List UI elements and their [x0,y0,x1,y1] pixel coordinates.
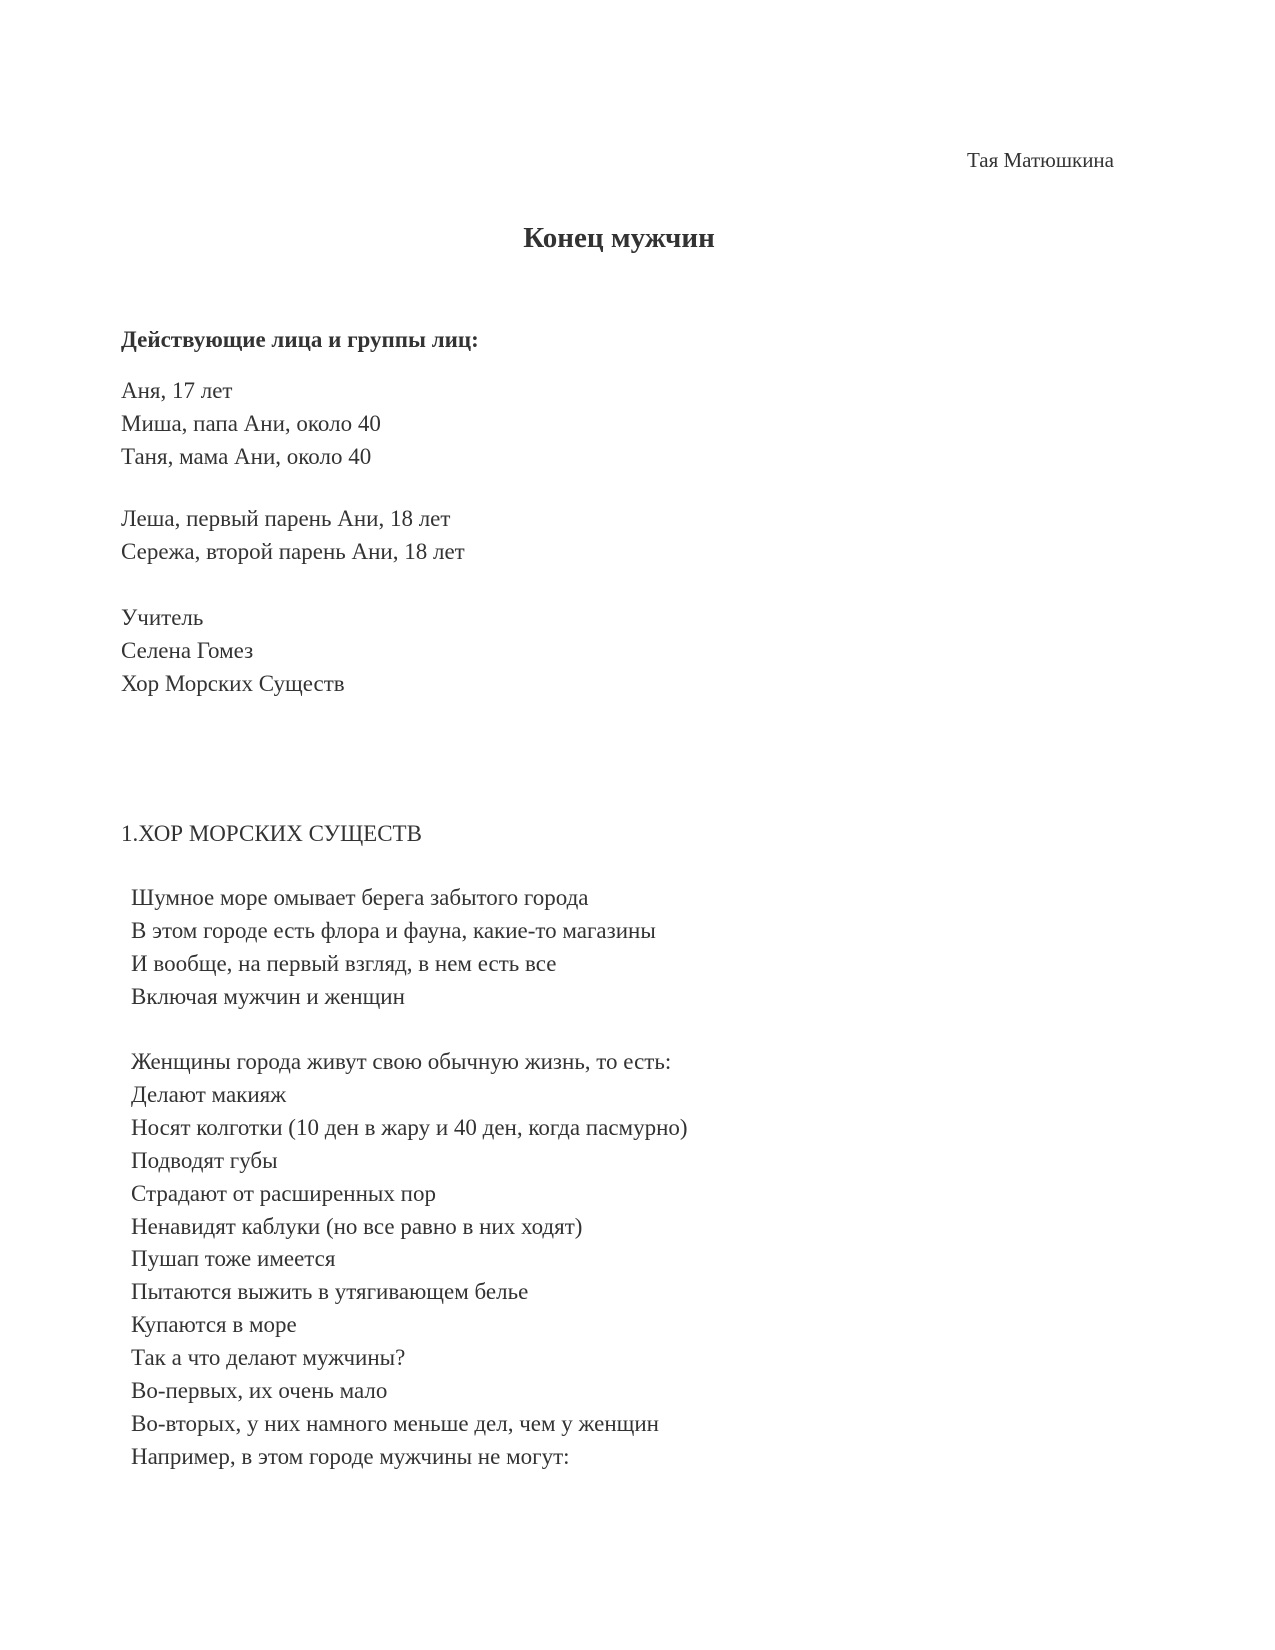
verse-line: Купаются в море [131,1312,297,1338]
cast-member: Хор Морских Существ [121,671,345,696]
verse-line: Пушап тоже имеется [131,1246,336,1272]
verse-line: Ненавидят каблуки (но все равно в них ходят) [131,1213,583,1239]
cast-member: Таня, мама Ани, около 40 [121,444,372,469]
verse-line: Делают макияж [131,1081,287,1107]
cast-member: Миша, папа Ани, около 40 [121,411,381,436]
cast-member: Селена Гомез [121,638,254,663]
cast-group-boyfriends [121,502,465,568]
verse-line: Носят колготки (10 ден в жару и 40 ден, когда пасмурно) [131,1114,688,1140]
verse-line: Пытаются выжить в утягивающем белье [131,1279,529,1305]
verse-line: Подводят губы [131,1147,278,1173]
verse-line: Страдают от расширенных пор [131,1180,436,1206]
verse-line: Шумное море омывает берега забытого города [131,885,589,910]
verse-line: Так а что делают мужчины? [131,1345,406,1371]
verse-line: Во-первых, их очень мало [131,1378,388,1404]
cast-member: Леша, первый парень Ани, 18 лет [121,506,451,531]
verse-line: Например, в этом городе мужчины не могут: [131,1443,570,1469]
play-title: Конец мужчин [523,222,715,254]
cast-member: Учитель [121,605,204,630]
verse-stanza-1 [131,882,656,1014]
verse-line: Включая мужчин и женщин [131,983,405,1009]
scene-heading: 1.ХОР МОРСКИХ СУЩЕСТВ [121,821,422,846]
cast-member: Сережа, второй парень Ани, 18 лет [121,539,465,564]
verse-stanza-2 [131,1046,688,1474]
verse-line: И вообще, на первый взгляд, в нем есть все [131,950,557,976]
cast-group-family [121,374,381,473]
verse-line: Женщины города живут свою обычную жизнь, то есть: [131,1049,672,1074]
verse-line: Во-вторых, у них намного меньше дел, чем у женщин [131,1410,659,1436]
author-name: Тая Матюшкина [966,148,1114,172]
cast-group-others [121,601,345,700]
verse-line: В этом городе есть флора и фауна, какие-то магазины [131,917,656,943]
cast-member: Аня, 17 лет [121,378,233,403]
cast-heading: Действующие лица и группы лиц: [121,327,479,352]
